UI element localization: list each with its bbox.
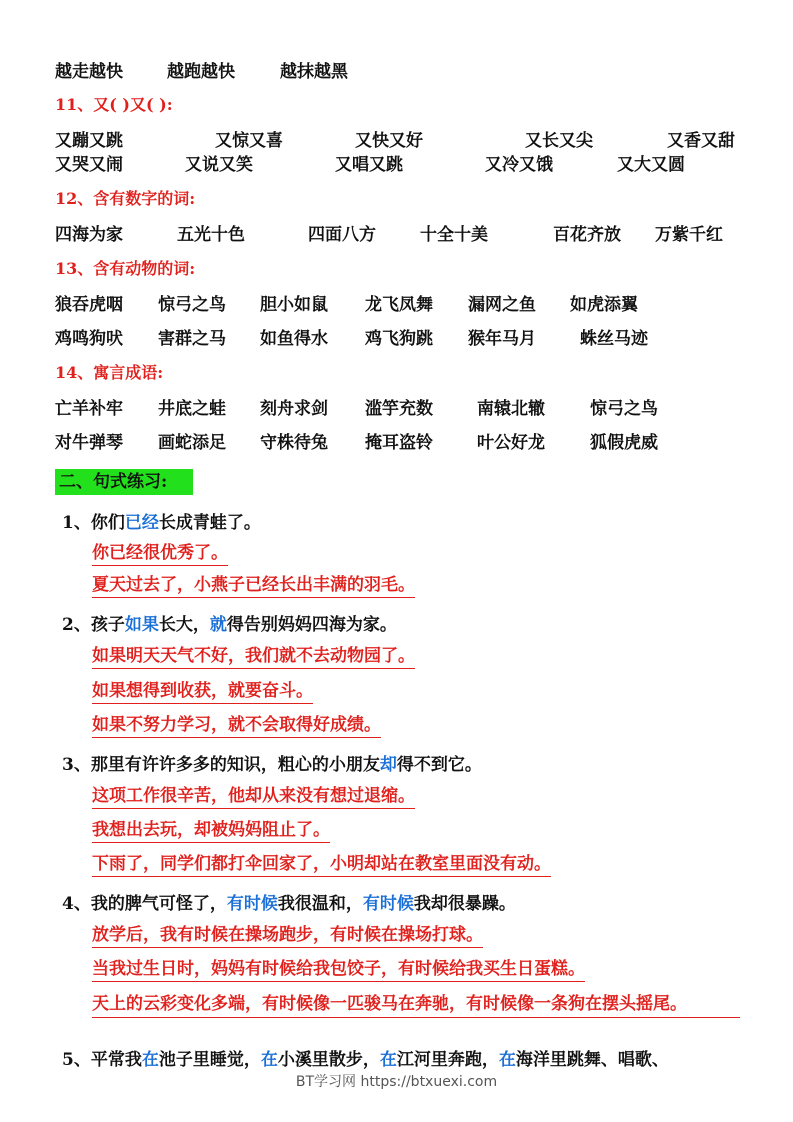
word: 又大又圆 <box>617 155 685 175</box>
question-text: 5、平常我 <box>62 1050 142 1070</box>
word: 如鱼得水 <box>260 329 328 349</box>
word: 胆小如鼠 <box>260 295 328 315</box>
word: 百花齐放 <box>553 225 621 245</box>
answer-1-1: 你已经很优秀了。 <box>92 542 228 566</box>
word: 鸡鸣狗吠 <box>55 329 123 349</box>
answer-2-1: 如果明天天气不好，我们就不去动物园了。 <box>92 645 415 669</box>
answer-4-2: 当我过生日时，妈妈有时候给我包饺子，有时候给我买生日蛋糕。 <box>92 958 585 982</box>
word: 刻舟求剑 <box>260 399 328 419</box>
keyword: 已经 <box>124 513 159 533</box>
answer-4-1: 放学后，我有时候在操场跑步，有时候在操场打球。 <box>92 924 483 948</box>
word: 惊弓之鸟 <box>158 295 226 315</box>
question-text: 我却很暴躁。 <box>413 894 516 914</box>
answer-3-1: 这项工作很辛苦，他却从来没有想过退缩。 <box>92 785 415 809</box>
keyword: 在 <box>379 1050 397 1070</box>
word: 对牛弹琴 <box>55 433 123 453</box>
word: 又长又尖 <box>525 131 593 151</box>
word: 画蛇添足 <box>158 433 226 453</box>
question-text: 1、你们 <box>62 513 125 533</box>
word: 又香又甜 <box>667 131 735 151</box>
word: 滥竽充数 <box>365 399 433 419</box>
word: 害群之马 <box>158 329 226 349</box>
word: 又说又笑 <box>185 155 253 175</box>
answer-3-2: 我想出去玩，却被妈妈阻止了。 <box>92 819 330 843</box>
answer-2-3: 如果不努力学习，就不会取得好成绩。 <box>92 714 381 738</box>
word: 狼吞虎咽 <box>55 295 123 315</box>
word: 狐假虎威 <box>590 433 658 453</box>
word: 四面八方 <box>308 225 376 245</box>
word: 十全十美 <box>420 225 488 245</box>
word: 掩耳盗铃 <box>365 433 433 453</box>
word: 又惊又喜 <box>215 131 283 151</box>
question-text: 池子里睡觉， <box>158 1050 261 1070</box>
word: 五光十色 <box>177 225 245 245</box>
word: 又冷又饿 <box>485 155 553 175</box>
question-text: 3、那里有许许多多的知识，粗心的小朋友 <box>62 755 380 775</box>
question-text: 得告别妈妈四海为家。 <box>226 615 397 635</box>
word: 越抹越黑 <box>280 62 348 82</box>
question-text: 长成青蛙了。 <box>158 513 261 533</box>
word: 又哭又闹 <box>55 155 123 175</box>
question-text: 得不到它。 <box>396 755 482 775</box>
keyword: 在 <box>141 1050 159 1070</box>
keyword: 就 <box>209 615 227 635</box>
heading-13: 13、含有动物的词: <box>55 259 196 278</box>
question-text: 小溪里散步， <box>277 1050 380 1070</box>
page-footer-watermark: BT学习网 https://btxuexi.com <box>295 1074 498 1090</box>
word: 井底之蛙 <box>158 399 226 419</box>
question-text: 我很温和， <box>277 894 363 914</box>
word: 鸡飞狗跳 <box>365 329 433 349</box>
word: 如虎添翼 <box>570 295 638 315</box>
heading-12: 12、含有数字的词: <box>55 189 196 208</box>
section-heading-sentence-practice: 二、句式练习: <box>55 469 193 495</box>
word: 越跑越快 <box>167 62 235 82</box>
word: 惊弓之鸟 <box>590 399 658 419</box>
word: 四海为家 <box>55 225 123 245</box>
word: 又快又好 <box>355 131 423 151</box>
answer-4-3: 天上的云彩变化多端，有时候像一匹骏马在奔驰，有时候像一条狗在摆头摇尾。 <box>92 992 740 1018</box>
question-text: 2、孩子 <box>62 615 125 635</box>
question-text: 长大， <box>158 615 210 635</box>
keyword: 如果 <box>124 615 159 635</box>
word: 猴年马月 <box>468 329 536 349</box>
question-5 <box>62 1045 669 1070</box>
question-3 <box>62 750 482 775</box>
keyword: 有时候 <box>362 894 414 914</box>
question-text: 海洋里跳舞、唱歌、 <box>515 1050 669 1070</box>
answer-1-2: 夏天过去了，小燕子已经长出丰满的羽毛。 <box>92 574 415 598</box>
word: 叶公好龙 <box>477 433 545 453</box>
keyword: 却 <box>379 755 397 775</box>
word: 漏网之鱼 <box>468 295 536 315</box>
heading-14: 14、寓言成语: <box>55 363 164 382</box>
answer-2-2: 如果想得到收获，就要奋斗。 <box>92 680 313 704</box>
word: 守株待兔 <box>260 433 328 453</box>
keyword: 在 <box>260 1050 278 1070</box>
word: 蛛丝马迹 <box>580 329 648 349</box>
word: 越走越快 <box>55 62 123 82</box>
question-4 <box>62 889 516 914</box>
word: 又蹦又跳 <box>55 131 123 151</box>
keyword: 有时候 <box>226 894 278 914</box>
question-2 <box>62 610 397 635</box>
keyword: 在 <box>498 1050 516 1070</box>
word: 龙飞凤舞 <box>365 295 433 315</box>
question-text: 江河里奔跑， <box>396 1050 499 1070</box>
question-1 <box>62 508 261 533</box>
answer-3-3: 下雨了，同学们都打伞回家了，小明却站在教室里面没有动。 <box>92 853 551 877</box>
word: 又唱又跳 <box>335 155 403 175</box>
word: 亡羊补牢 <box>55 399 123 419</box>
question-text: 4、我的脾气可怪了， <box>62 894 227 914</box>
word: 南辕北辙 <box>477 399 545 419</box>
word: 万紫千红 <box>655 225 723 245</box>
heading-11: 11、又( )又( ): <box>55 95 173 114</box>
